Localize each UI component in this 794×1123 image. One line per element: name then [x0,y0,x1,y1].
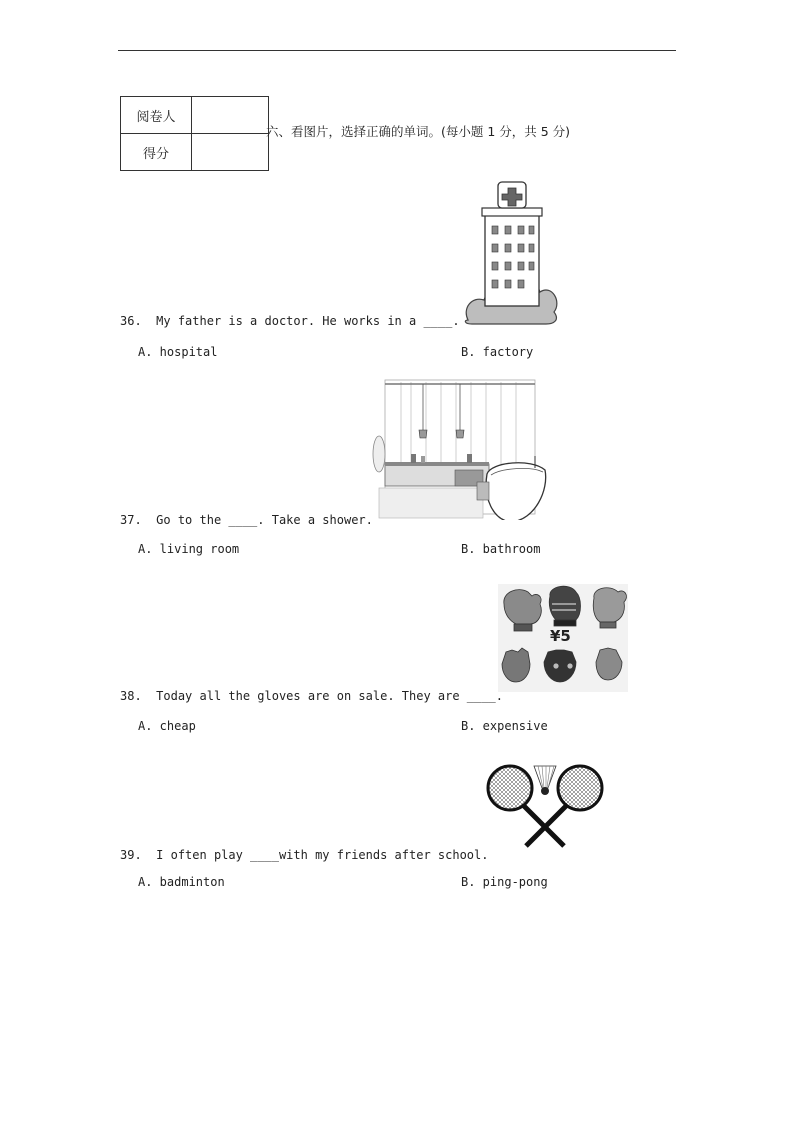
reviewer-label: 阅卷人 [121,97,192,134]
question-38 [120,689,503,703]
option-b[interactable]: B. bathroom [461,542,541,556]
score-table [120,96,269,171]
hospital-illustration [460,180,560,325]
option-a[interactable]: A. cheap [138,719,196,733]
bathroom-illustration [371,378,549,520]
question-37 [120,513,373,527]
option-a[interactable]: A. hospital [138,345,218,359]
question-36 [120,314,460,328]
question-text: Today all the gloves are on sale. They are ____. [156,689,503,703]
option-b[interactable]: B. factory [461,345,534,359]
option-b[interactable]: B. expensive [461,719,548,733]
header-rule [118,50,676,51]
option-a[interactable]: A. living room [138,542,240,556]
question-text: Go to the ____. Take a shower. [156,513,373,527]
price-tag: ¥5 [550,627,571,645]
question-number: 39. [120,848,142,862]
gloves-sale-illustration [498,584,628,692]
option-b[interactable]: B. ping-pong [461,875,548,889]
section-title: 六、看图片，选择正确的单词。(每小题 1 分，共 5 分) [266,124,571,139]
reviewer-field[interactable] [192,97,269,134]
option-a[interactable]: A. badminton [138,875,225,889]
question-number: 37. [120,513,142,527]
score-field[interactable] [192,134,269,171]
badminton-illustration [484,762,606,848]
question-number: 36. [120,314,142,328]
question-text: My father is a doctor. He works in a ____. [156,314,460,328]
question-text: I often play ____with my friends after school. [156,848,489,862]
score-label: 得分 [121,134,192,171]
question-39 [120,848,488,862]
question-number: 38. [120,689,142,703]
